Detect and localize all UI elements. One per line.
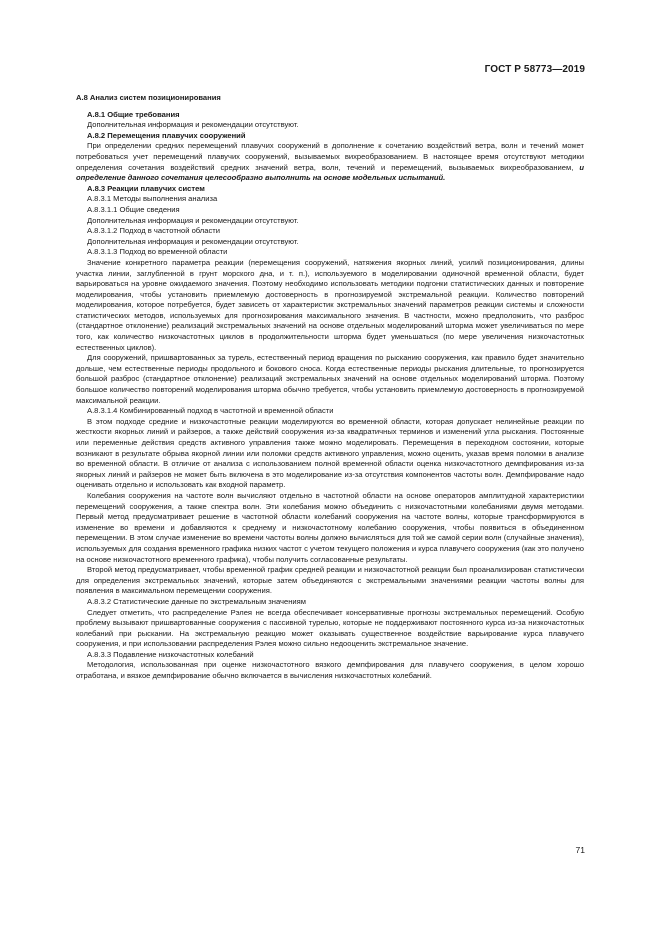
paragraph [76,353,584,406]
paragraph-text: Методология, использованная при оценке низкочастотного вязкого демпфирования для плавучего сооружения, в целом хорошо отработана, и вязкое демпфирование обычно включается в вычисления низкочастотных колебаний. [76,660,584,681]
paragraph-text: А.8.3.3 Подавление низкочастотных колебаний [87,649,254,659]
section-heading [76,184,584,195]
paragraph [76,120,584,131]
paragraph [76,597,584,608]
paragraph [76,216,584,227]
paragraph-text: А.8.3.1.2 Подход в частотной области [87,226,220,236]
standard-designation: ГОСТ Р 58773—2019 [484,64,585,75]
paragraph-text: Следует отметить, что распределение Рэлея не всегда обеспечивает консервативные прогнозы экстремальных перемещений. Особую проблему вызывают пришвартованные сооружения с пассивной турелью, которые не поддерживают постоянного курса из-за низкочастотных колебаний при рыскании. На экстремальную реакцию может оказывать существенное воздействие варьирование курса плавучего сооружения, и при использовании распределения Рэлея можно сильно недооценить экстремальное значение. [76,607,584,649]
page-number: 71 [575,845,585,855]
paragraph-text: А.8.3.1.1 Общие сведения [87,204,180,214]
section-heading [76,131,584,142]
section-heading [76,93,584,104]
paragraph [76,205,584,216]
paragraph [76,491,584,565]
paragraph [76,194,584,205]
paragraph [76,141,584,183]
paragraph-text: Дополнительная информация и рекомендации отсутствуют. [87,236,299,246]
paragraph [76,406,584,417]
paragraph-text: В этом подходе средние и низкочастотные реакции моделируются во временной области, которая допускает нелинейные реакции по жесткости якорных линий и райзеров, а также действий сооружения из-за квадратичных терминов и изменений угла рыскания. Постоянные или переменные действия средств активного управления также можно моделировать. Перемещения в переходном состоянии, которые возникают в результате обрыва якорной линии или поломки средств активного управления, можно оценить, указав время поломки в анализе во временной области. В отличие от анализа с использованием полной временной области оценка низкочастотного демпфирования из-за якорных линий и райзеров не может быть включена в это моделирование из-за отсутствия компонентов частоты волн. Демпфирование надо оценивать отдельно и использовать как входной параметр. [76,416,584,490]
paragraph-text: А.8 Анализ систем позиционирования [76,93,221,102]
paragraph-text: При определении средних перемещений плавучих сооружений в дополнение к сочетанию воздействий ветра, волн и течений может потребоваться учет перемещений плавучих сооружений, вызываемых вихреобразованием. В настоящее время отсутствуют методики определения сочетания воздействий средних значений ветра, волн, течений и перемещений, вызываемых вихреобразованием, [76,141,584,172]
paragraph [76,226,584,237]
paragraph [76,237,584,248]
paragraph-text: Значение конкретного параметра реакции (перемещения сооружений, натяжения якорных линий, усилий позиционирования, длины участка линии, заглубленной в грунт морского дна, и т. п.), используемого в моделировании одиночной временной области, будет варьироваться на уровне ожидаемого значения. Поэтому необходимо использовать методики подгонки статистических данных и повторение моделирования, чтобы установить приемлемую достоверность в прогнозируемой экстремальной реакции. Количество повторений моделирования, которое потребуется, будет зависеть от характеристик экстремальных значений параметров реакции системы и сложности статистических методов, используемых для прогнозирования максимального значения. В частности, можно предположить, что разброс (стандартное отклонение) реализаций экстремальных значений на основе отдельных моделирований шторма может увеличиваться по мере того, как количество низкочастотных циклов в продолжительности шторма будет уменьшаться (по мере увеличения низкочастотных естественных циклов). [76,257,584,352]
paragraph-text: Колебания сооружения на частоте волн вычисляют отдельно в частотной области на основе операторов амплитудной характеристики перемещений сооружения, а также спектра волн. Эти колебания можно объединить с низкочастотными колебаниями двумя методами. Первый метод предусматривает решение в частотной области колебаний сооружения на частоте волны, которые трансформируются в изменение во времени и добавляются к среднему и низкочастотному колебанию сооружения, чтобы появиться в объединенном перемещении. В этом случае изменение во времени частоты волны должно вычисляться для той же самой серии волн (случайные значения), используемых для создания временного графика низких частот с учетом текущего положения и курса плавучего сооружения (как это получено на основе низкочастотного временного графика), чтобы получить согласованные результаты. [76,490,584,564]
paragraph [76,258,584,353]
paragraph-text: А.8.3.1 Методы выполнения анализа [87,194,218,204]
paragraph [76,660,584,681]
paragraph-text: А.8.3 Реакции плавучих систем [87,183,205,193]
paragraph-text: А.8.1 Общие требования [87,109,180,119]
paragraph-text: Второй метод предусматривает, чтобы временной график средней реакции и низкочастотной реакции был проанализирован статистически для определения экстремальных значений, которые затем объединяются с экстремальными значениями реакции частоты волны для появления в максимальном перемещении сооружения. [76,565,584,596]
paragraph [76,417,584,491]
paragraph [76,608,584,650]
paragraph-text: А.8.3.1.3 Подход во временной области [87,247,228,257]
section-heading [76,110,584,121]
paragraph-text: А.8.2 Перемещения плавучих сооружений [87,130,246,140]
emphasis-text: и определение данного сочетания целесообразно выполнить на основе модельных испытаний. [76,162,584,183]
paragraph-text: Дополнительная информация и рекомендации отсутствуют. [87,120,299,130]
paragraph-text: А.8.3.2 Статистические данные по экстремальным значениям [87,596,306,606]
paragraph-text: А.8.3.1.4 Комбинированный подход в частотной и временной области [87,406,334,416]
paragraph [76,565,584,597]
paragraph [76,247,584,258]
paragraph [76,650,584,661]
paragraph-text: Дополнительная информация и рекомендации отсутствуют. [87,215,299,225]
document-body [76,93,584,682]
paragraph-text: Для сооружений, пришвартованных за турель, естественный период вращения по рысканию сооружения, как правило будет значительно дольше, чем естественные периоды продольного и бокового сноса. Когда естественные периоды рыскания длительные, то прогнозируется большой разброс (стандартное отклонение) реализаций экстремальных значений на основе отдельных моделирований шторма. Поэтому большое количество повторений моделирования шторма обычно требуется, чтобы установить приемлемую достоверность в прогнозируемой максимальной реакции. [76,353,584,405]
